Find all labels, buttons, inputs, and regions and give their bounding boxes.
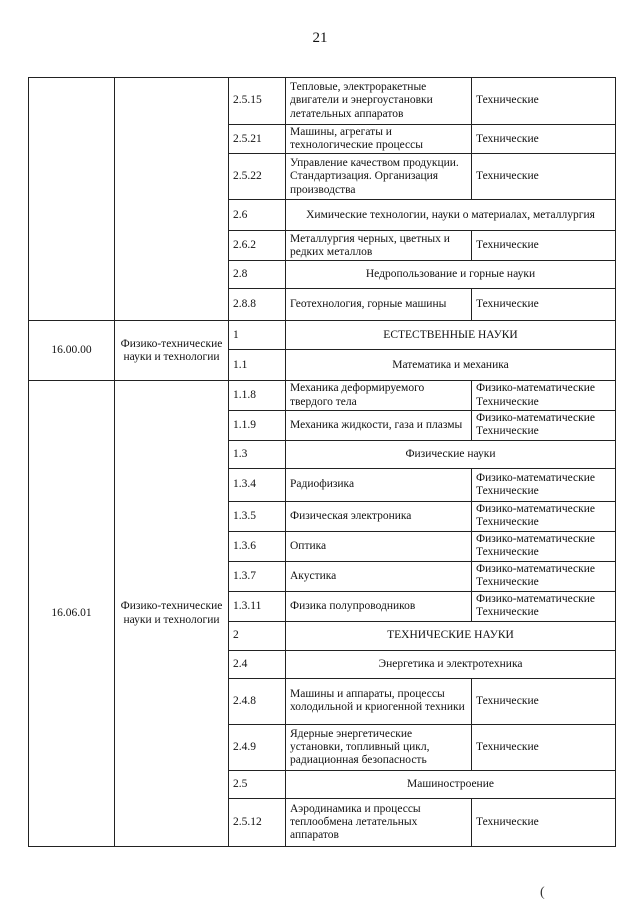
field-code: 1.1.8 bbox=[229, 381, 286, 410]
specialties-table bbox=[28, 77, 616, 847]
field-code: 2.4 bbox=[229, 650, 286, 678]
science-kind: Физико-математические Технические bbox=[472, 410, 616, 440]
field-code: 2.4.8 bbox=[229, 678, 286, 724]
table-row bbox=[29, 321, 616, 350]
science-kind: Технические bbox=[472, 78, 616, 125]
section-heading: Математика и механика bbox=[286, 350, 616, 381]
field-code: 1.3 bbox=[229, 440, 286, 468]
science-kind: Технические bbox=[472, 289, 616, 321]
field-code: 2.6.2 bbox=[229, 231, 286, 261]
table-row bbox=[29, 78, 616, 125]
science-kind: Физико-математические Технические bbox=[472, 591, 616, 621]
spec-name-cell: Физико-технические науки и технологии bbox=[115, 381, 229, 846]
field-code: 1.1.9 bbox=[229, 410, 286, 440]
field-code: 1.3.4 bbox=[229, 468, 286, 501]
spec-name-cell bbox=[115, 78, 229, 321]
field-code: 1.3.11 bbox=[229, 591, 286, 621]
science-kind: Технические bbox=[472, 125, 616, 154]
field-code: 2.8 bbox=[229, 261, 286, 289]
field-code: 2.5.21 bbox=[229, 125, 286, 154]
field-name: Управление качеством продукции. Стандартизация. Организация производства bbox=[286, 154, 472, 200]
science-kind: Технические bbox=[472, 798, 616, 846]
science-kind: Технические bbox=[472, 678, 616, 724]
science-kind: Технические bbox=[472, 154, 616, 200]
field-name: Ядерные энергетические установки, топливный цикл, радиационная безопасность bbox=[286, 724, 472, 770]
field-name: Физика полупроводников bbox=[286, 591, 472, 621]
field-code: 1 bbox=[229, 321, 286, 350]
page-number: 21 bbox=[312, 30, 328, 46]
field-name: Тепловые, электроракетные двигатели и энергоустановки летательных аппаратов bbox=[286, 78, 472, 125]
field-name: Машины, агрегаты и технологические процессы bbox=[286, 125, 472, 154]
science-kind: Физико-математические Технические bbox=[472, 531, 616, 561]
field-name: Металлургия черных, цветных и редких металлов bbox=[286, 231, 472, 261]
field-code: 2.5.12 bbox=[229, 798, 286, 846]
field-code: 1.1 bbox=[229, 350, 286, 381]
field-code: 2.4.9 bbox=[229, 724, 286, 770]
section-heading: Физические науки bbox=[286, 440, 616, 468]
field-code: 2.5 bbox=[229, 770, 286, 798]
field-name: Физическая электроника bbox=[286, 501, 472, 531]
spec-code-cell: 16.00.00 bbox=[29, 321, 115, 381]
field-code: 2.5.22 bbox=[229, 154, 286, 200]
section-heading: ТЕХНИЧЕСКИЕ НАУКИ bbox=[286, 621, 616, 650]
field-name: Оптика bbox=[286, 531, 472, 561]
field-code: 1.3.7 bbox=[229, 561, 286, 591]
spec-code-cell: 16.06.01 bbox=[29, 381, 115, 846]
field-code: 2.5.15 bbox=[229, 78, 286, 125]
science-kind: Технические bbox=[472, 724, 616, 770]
spec-name-cell: Физико-технические науки и технологии bbox=[115, 321, 229, 381]
field-name: Машины и аппараты, процессы холодильной и криогенной техники bbox=[286, 678, 472, 724]
field-code: 2 bbox=[229, 621, 286, 650]
field-name: Механика деформируемого твердого тела bbox=[286, 381, 472, 410]
field-name: Радиофизика bbox=[286, 468, 472, 501]
science-kind: Физико-математические Технические bbox=[472, 561, 616, 591]
field-name: Механика жидкости, газа и плазмы bbox=[286, 410, 472, 440]
section-heading: Химические технологии, науки о материалах, металлургия bbox=[286, 200, 616, 231]
science-kind: Технические bbox=[472, 231, 616, 261]
corner-mark: ( bbox=[540, 885, 545, 900]
science-kind: Физико-математические Технические bbox=[472, 501, 616, 531]
table-row bbox=[29, 381, 616, 410]
field-code: 1.3.5 bbox=[229, 501, 286, 531]
section-heading: ЕСТЕСТВЕННЫЕ НАУКИ bbox=[286, 321, 616, 350]
section-heading: Машиностроение bbox=[286, 770, 616, 798]
science-kind: Физико-математические Технические bbox=[472, 468, 616, 501]
section-heading: Недропользование и горные науки bbox=[286, 261, 616, 289]
field-name: Акустика bbox=[286, 561, 472, 591]
section-heading: Энергетика и электротехника bbox=[286, 650, 616, 678]
field-code: 2.8.8 bbox=[229, 289, 286, 321]
science-kind: Физико-математические Технические bbox=[472, 381, 616, 410]
field-code: 1.3.6 bbox=[229, 531, 286, 561]
field-name: Аэродинамика и процессы теплообмена летательных аппаратов bbox=[286, 798, 472, 846]
spec-code-cell bbox=[29, 78, 115, 321]
field-name: Геотехнология, горные машины bbox=[286, 289, 472, 321]
field-code: 2.6 bbox=[229, 200, 286, 231]
